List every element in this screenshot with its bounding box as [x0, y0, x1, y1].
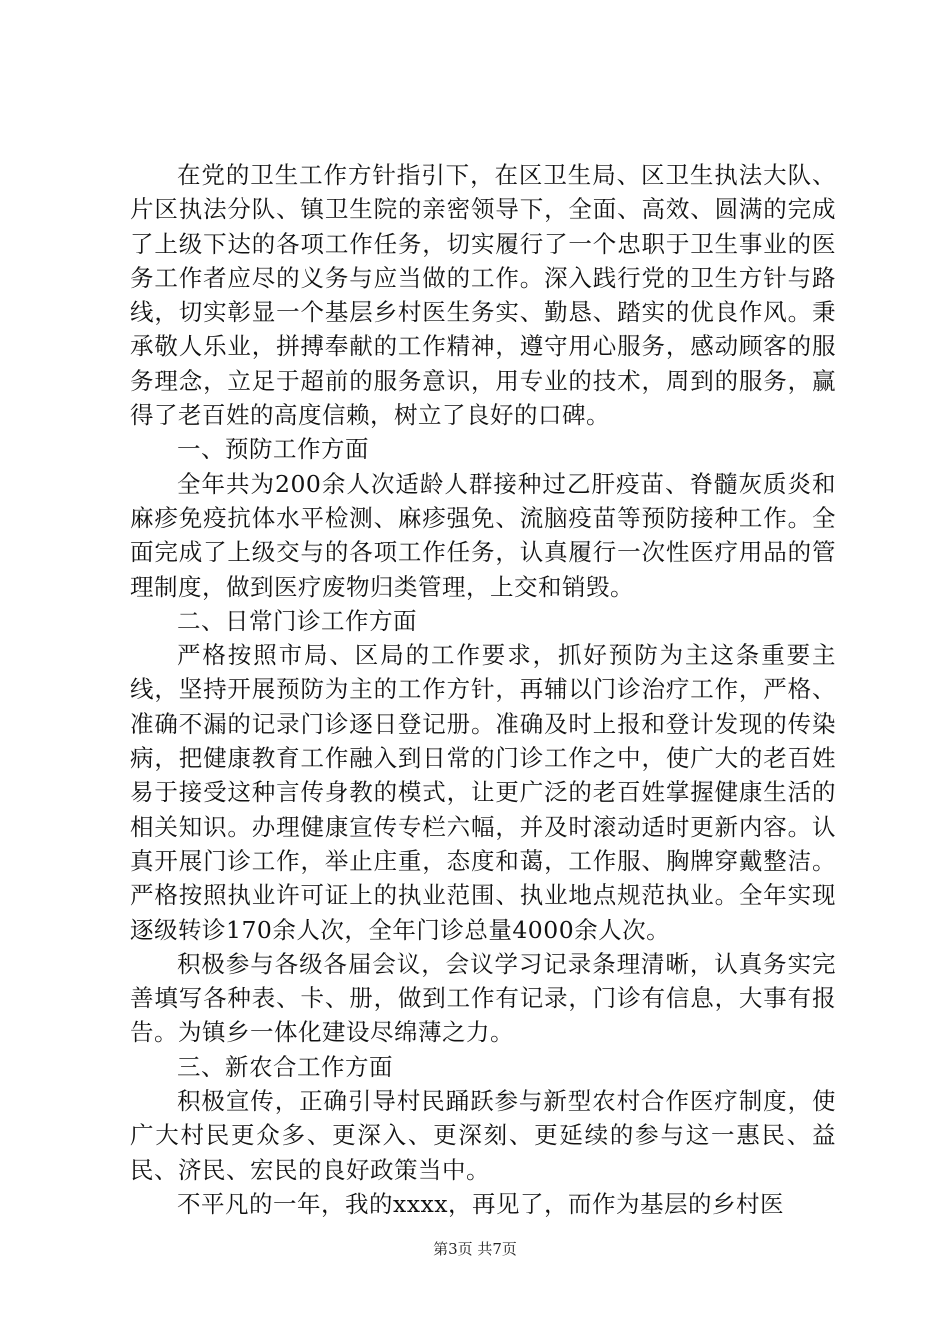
- rural-cooperative-paragraph: 积极宣传，正确引导村民踊跃参与新型农村合作医疗制度，使广大村民更众多、更深入、更深刻、更延续的参与这一惠民、益民、济民、宏民的良好政策当中。: [130, 1087, 836, 1184]
- section-heading-prevention: 一、预防工作方面: [177, 435, 369, 464]
- outpatient-paragraph: 严格按照市局、区局的工作要求，抓好预防为主这条重要主线，坚持开展预防为主的工作方针，再辅以门诊治疗工作，严格、准确不漏的记录门诊逐日登记册。准确及时上报和登计发现的传染病，把健康教育工作融入到日常的门诊工作之中，使广大的老百姓易于接受这种言传身教的模式，让更广泛的老百姓掌握健康生活的相关知识。办理健康宣传专栏六幅，并及时滚动适时更新内容。认真开展门诊工作，举止庄重，态度和蔼，工作服、胸牌穿戴整洁。严格按照执业许可证上的执业范围、执业地点规范执业。全年实现逐级转诊170余人次，全年门诊总量4000余人次。: [130, 641, 836, 944]
- prevention-paragraph: 全年共为200余人次适龄人群接种过乙肝疫苗、脊髓灰质炎和麻疹免疫抗体水平检测、麻疹强免、流脑疫苗等预防接种工作。全面完成了上级交与的各项工作任务，认真履行一次性医疗用品的管理制度，做到医疗废物归类管理，上交和销毁。: [130, 469, 836, 601]
- document-body: [130, 158, 836, 1221]
- section-heading-rural-cooperative: 三、新农合工作方面: [177, 1052, 393, 1081]
- meetings-paragraph: 积极参与各级各届会议，会议学习记录条理清晰，认真务实完善填写各种表、卡、册，做到工作有记录，门诊有信息，大事有报告。为镇乡一体化建设尽绵薄之力。: [130, 949, 836, 1047]
- page-number-footer: 第3页 共7页: [433, 1240, 517, 1258]
- intro-paragraph: 在党的卫生工作方针指引下，在区卫生局、区卫生执法大队、片区执法分队、镇卫生院的亲密领导下，全面、高效、圆满的完成了上级下达的各项工作任务，切实履行了一个忠职于卫生事业的医务工作者应尽的义务与应当做的工作。深入践行党的卫生方针与路线，切实彰显一个基层乡村医生务实、勤恳、踏实的优良作风。秉承敬人乐业，拼搏奉献的工作精神，遵守用心服务，感动顾客的服务理念，立足于超前的服务意识，用专业的技术，周到的服务，赢得了老百姓的高度信赖，树立了良好的口碑。: [130, 161, 836, 430]
- closing-paragraph: 不平凡的一年，我的xxxx，再见了，而作为基层的乡村医: [177, 1189, 785, 1218]
- section-heading-outpatient: 二、日常门诊工作方面: [177, 606, 417, 635]
